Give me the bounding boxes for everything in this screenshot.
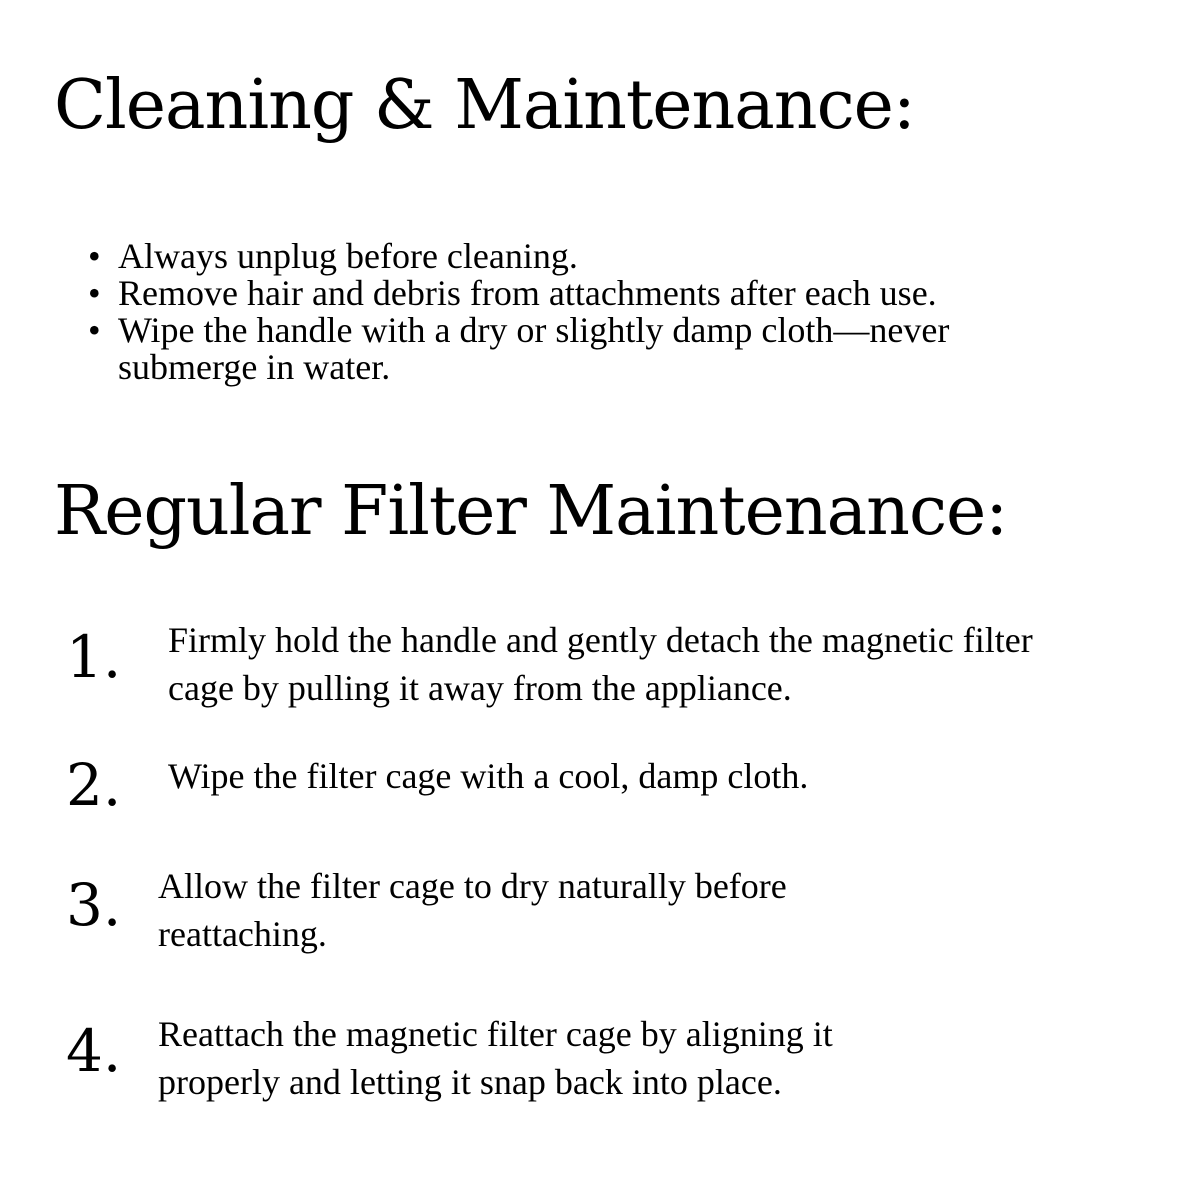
list-item-text: Always unplug before cleaning. [118,236,578,276]
bullet-icon: • [88,236,101,276]
list-item [88,312,1068,386]
step-text: Reattach the magnetic filter cage by aligning it properly and letting it snap back into place. [158,1014,833,1102]
cleaning-list [88,238,1068,386]
list-item-text: Wipe the handle with a dry or slightly damp cloth—never submerge in water. [118,310,950,387]
list-item-text: Remove hair and debris from attachments after each use. [118,273,937,313]
list-item [88,275,1068,312]
step-number: 1. [66,623,122,691]
bullet-icon: • [88,310,101,350]
step-number: 3. [66,871,122,939]
step-number: 4. [66,1017,122,1085]
step-text: Allow the filter cage to dry naturally before reattaching. [158,866,787,954]
step-number: 2. [66,751,122,819]
filter-heading: Regular Filter Maintenance: [54,472,1008,551]
step-text: Wipe the filter cage with a cool, damp cloth. [168,756,809,796]
bullet-icon: • [88,273,101,313]
list-item [88,238,1068,275]
cleaning-heading: Cleaning & Maintenance: [54,66,915,145]
step-text: Firmly hold the handle and gently detach the magnetic filter cage by pulling it away from the appliance. [168,620,1033,708]
